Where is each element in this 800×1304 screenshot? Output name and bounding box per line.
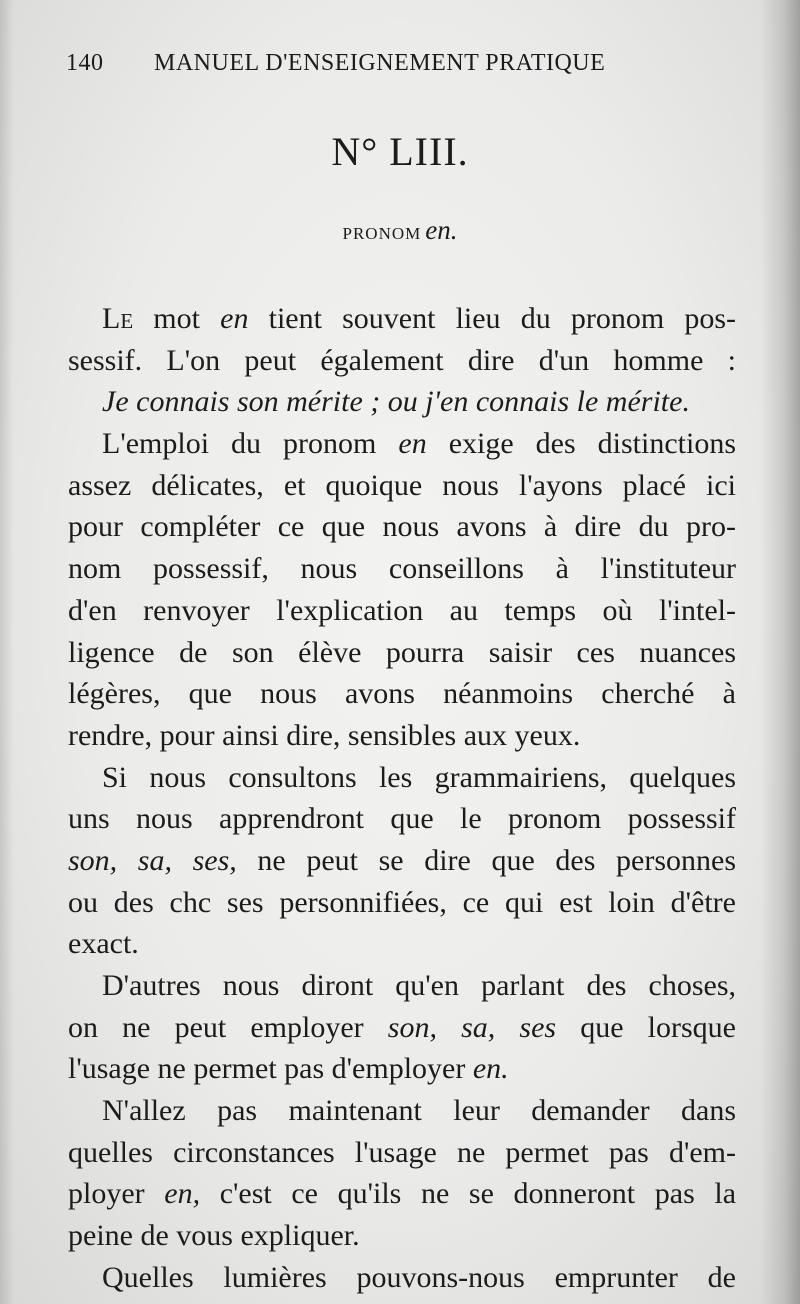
spine-shadow [760, 0, 800, 1304]
body-text [68, 298, 736, 1299]
text-line: pour compléter ce que nous avons à dire du pro- [68, 510, 736, 544]
paragraph [68, 423, 736, 757]
text-line: d'en renvoyer l'explication au temps où l'intel- [68, 593, 736, 627]
article-heading-label: PRONOM [342, 224, 422, 243]
article-heading [0, 215, 800, 246]
text-line: exact. [68, 927, 139, 961]
text-line: sessif. L'on peut également dire d'un homme : [68, 343, 736, 377]
article-number: N° LIII. [331, 129, 469, 174]
text-line: assez délicates, et quoique nous l'ayons placé ici [68, 468, 736, 502]
article-heading-term: en. [425, 215, 458, 245]
text-line: quelles circonstances l'usage ne permet pas d'em- [68, 1135, 736, 1169]
text-line: D'autres nous diront qu'en parlant des choses, [102, 969, 736, 1002]
paragraph [68, 757, 736, 965]
paragraph [68, 298, 736, 423]
text-line: ligence de son élève pourra saisir ces nuances [68, 635, 736, 669]
page-edge-shadow [0, 0, 14, 1304]
paragraph [68, 1090, 736, 1257]
text-line: uns nous apprendront que le pronom possessif [68, 802, 736, 836]
text-line: Le mot en tient souvent lieu du pronom pos- [102, 302, 737, 335]
page-number: 140 [66, 50, 104, 76]
text-line: on ne peut employer son, sa, ses que lorsque [68, 1010, 736, 1044]
text-line-example: Je connais son mérite ; ou j'en connais le mérite. [102, 385, 690, 419]
text-line: L'emploi du pronom en exige des distinctions [102, 427, 736, 461]
text-line: ou des chc ses personnifiées, ce qui est loin d'être [68, 885, 736, 919]
text-line: Si nous consultons les grammairiens, quelques [102, 760, 736, 794]
paragraph [68, 1257, 736, 1299]
text-line: l'usage ne permet pas d'employer en. [68, 1052, 509, 1086]
text-line: peine de vous expliquer. [68, 1219, 360, 1253]
paragraph [68, 965, 736, 1090]
text-line: son, sa, ses, ne peut se dire que des personnes [68, 843, 737, 877]
running-head [66, 50, 666, 84]
running-title: MANUEL D'ENSEIGNEMENT PRATIQUE [154, 50, 606, 76]
text-line: légères, que nous avons néanmoins cherché à [68, 677, 736, 711]
text-line: N'allez pas maintenant leur demander dans [102, 1094, 736, 1128]
text-line: Quelles lumières pouvons-nous emprunter de [102, 1260, 736, 1294]
text-line: rendre, pour ainsi dire, sensibles aux yeux. [68, 718, 581, 752]
text-line: ployer en, c'est ce qu'ils ne se donneront pas la [68, 1177, 737, 1211]
text-line: nom possessif, nous conseillons à l'instituteur [68, 552, 736, 586]
